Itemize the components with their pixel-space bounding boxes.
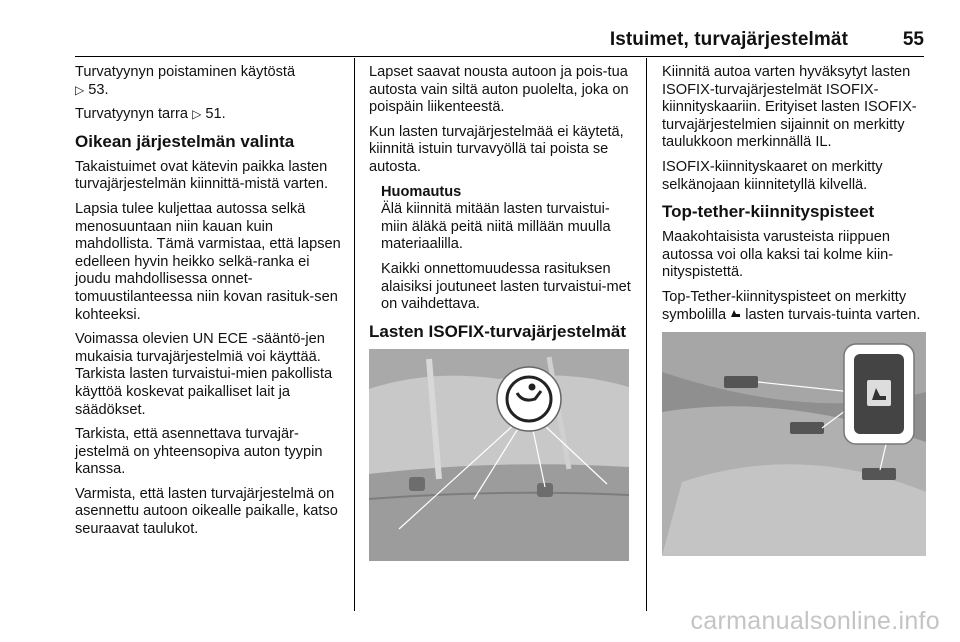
paragraph-airbag-deactivation: Turvatyynyn poistaminen käytöstä ▷ 53.: [75, 64, 296, 98]
paragraph: Voimassa olevien UN ECE -sääntö-jen mukaisia turvajärjestelmiä voi käyttää. Tarkista lasten turvaistui-mien pakollista käyttöä koskevat paikalliset lait ja säädökset.: [75, 331, 333, 418]
paragraph: Lapset saavat nousta autoon ja pois-tua autosta vain siltä auton puolelta, joka on poispäin liikenteestä.: [369, 64, 629, 116]
column-2: [369, 64, 634, 561]
paragraph: ISOFIX-kiinnityskaaret on merkitty selkänojaan kiinnitetyllä kilvellä.: [662, 158, 883, 193]
paragraph: Tarkista, että asennettava turvajär-jestelmä on yhteensopiva auton tyypin kanssa.: [75, 426, 323, 478]
paragraph: Takaistuimet ovat kätevin paikka lasten turvajärjestelmän kiinnittä-mistä varten.: [75, 158, 329, 193]
paragraph: Top-Tether-kiinnityspisteet on merkitty symbolilla lasten turvais-tuinta varten.: [662, 288, 921, 323]
section-heading: Oikean järjestelmän valinta: [75, 131, 295, 151]
section-heading: Lasten ISOFIX-turvajärjestelmät: [369, 321, 626, 341]
column-divider-2: [646, 58, 647, 611]
note-title: Huomautus: [381, 183, 462, 200]
column-1: [75, 64, 343, 546]
xref-link[interactable]: 53.: [88, 81, 109, 98]
paragraph-airbag-label: Turvatyynyn tarra ▷ 51.: [75, 106, 226, 123]
paragraph: Varmista, että lasten turvajärjestelmä on asennettu autoon oikealle paikalle, katso seuraavat taulukot.: [75, 485, 338, 538]
paragraph: Maakohtaisista varusteista riippuen autossa voi olla kaksi tai kolme kiin-nityspistettä.: [662, 229, 894, 281]
paragraph: Kiinnitä autoa varten hyväksytyt lasten ISOFIX-turvajärjestelmät ISOFIX-kiinnityskaariin. Erityiset lasten ISOFIX-turvajärjestelmien sijainnit on merkitty taulukkoon merkinnällä IL.: [662, 64, 917, 151]
section-heading: Top-tether-kiinnityspisteet: [662, 202, 875, 222]
xref-triangle-icon: ▷: [192, 107, 202, 122]
note-box: [369, 184, 634, 314]
isofix-seat-figure: [369, 349, 629, 561]
xref-link[interactable]: 51.: [205, 106, 226, 123]
column-3: [662, 64, 927, 556]
isofix-seat-illustration: [369, 349, 629, 561]
paragraph: Kun lasten turvajärjestelmää ei käytetä, kiinnitä istuin turvavyöllä tai poista se autosta.: [369, 123, 624, 175]
top-tether-illustration: [662, 332, 926, 556]
column-divider-1: [354, 58, 355, 611]
page-header: [0, 0, 960, 56]
page-title: Istuimet, turvajärjestelmät: [609, 29, 848, 50]
note-paragraph: Älä kiinnitä mitään lasten turvaistui-miin äläkä peitä niitä millään muulla materiaalilla.: [381, 201, 611, 253]
watermark: carmanualsonline.info: [690, 607, 940, 635]
page-number: 55: [902, 29, 924, 50]
header-rule: [75, 56, 924, 57]
paragraph: Lapsia tulee kuljettaa autossa selkä menosuuntaan niin kauan kuin mahdollista. Tämä varmistaa, että lapsen edelleen hyvin heikko selkä-ranka ei joudu mahdollisessa onnet-tomuustilanteessa niin kovan rasituk-sen kohteeksi.: [75, 200, 341, 323]
top-tether-figure: [662, 332, 926, 556]
xref-triangle-icon: ▷: [75, 82, 85, 97]
note-paragraph: Kaikki onnettomuudessa rasituksen alaisiksi joutuneet lasten turvaistui-met on vaihdettava.: [381, 260, 631, 313]
top-tether-symbol-icon: [730, 307, 745, 323]
